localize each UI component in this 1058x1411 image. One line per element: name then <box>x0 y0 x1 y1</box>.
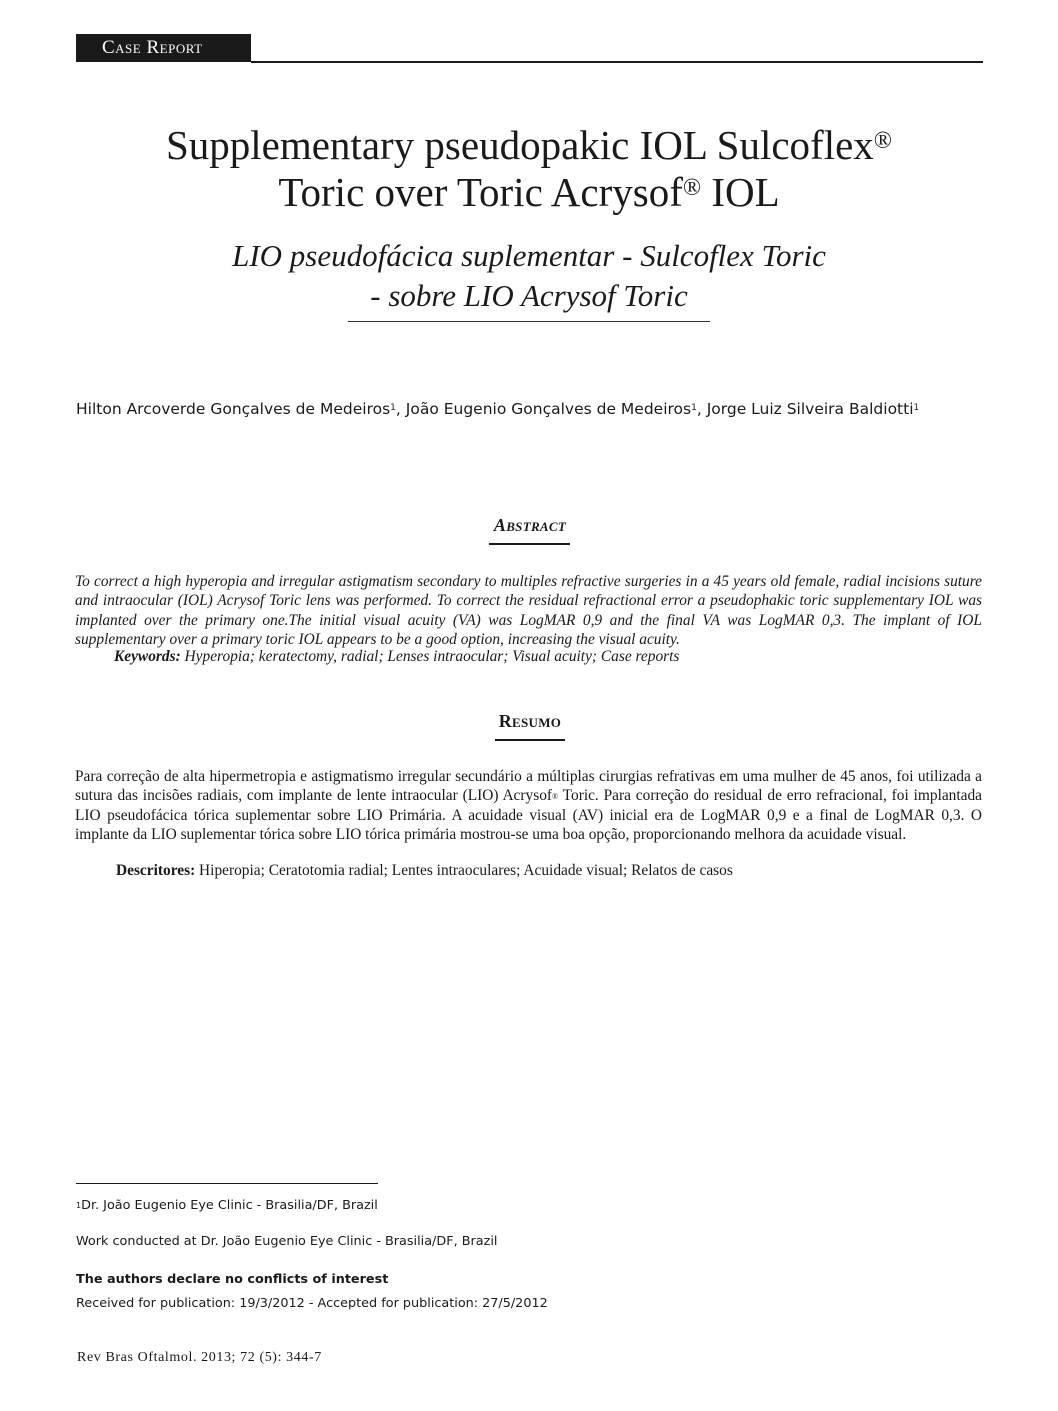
author-affiliation-mark: 1 <box>913 403 920 413</box>
resumo-body-part-2: Toric. Para correção do residual de erro refracional, foi implantada LIO pseudofácica tórica suplementar sobre LIO Primária. A acuidade visual (AV) inicial era de LogMAR 0,9 e a final de LogMAR 0,3. O implante da LIO suplementar tórica sobre LIO tórica primária mostrou-se uma boa opção, proporcionando melhora da acuidade visual. <box>75 787 982 843</box>
keywords-text: Hyperopia; keratectomy, radial; Lenses intraocular; Visual acuity; Case reports <box>180 648 680 665</box>
abstract-body: To correct a high hyperopia and irregular astigmatism secondary to multiples refractive surgeries in a 45 years old female, radial incisions suture and intraocular (IOL) Acrysof Toric lens was performed. To correct the residual refractional error a pseudophakic toric supplementary IOL was implanted over the primary one.The initial visual acuity (VA) was LogMAR 0,9 and the final VA was LogMAR 0,3. The implant of IOL supplementary over a primary toric IOL appears to be a good option, increasing the visual acuity. <box>75 573 982 648</box>
title-line-1-text: Supplementary pseudopakic IOL Sulcoflex <box>165 122 874 168</box>
author-list <box>76 398 986 420</box>
article-title-portuguese <box>120 236 938 316</box>
resumo-body <box>75 767 982 844</box>
descritores-text: Hiperopia; Ceratotomia radial; Lentes intraoculares; Acuidade visual; Relatos de casos <box>195 862 733 879</box>
abstract-heading-rule <box>489 543 570 545</box>
title-line-1 <box>80 122 978 169</box>
title-line-2-text-b: IOL <box>701 169 780 215</box>
author-separator: , <box>395 400 406 418</box>
author-name: Jorge Luiz Silveira Baldiotti <box>706 400 914 418</box>
resumo-heading-rule <box>495 739 565 741</box>
keywords-label: Keywords: <box>114 648 181 665</box>
resumo-heading: Resumo <box>498 711 562 731</box>
footnote-rule <box>76 1183 378 1184</box>
author-affiliation-mark: 1 <box>691 403 697 413</box>
author-separator: , <box>696 400 707 418</box>
abstract-keywords <box>114 647 982 666</box>
header-rule <box>251 61 983 63</box>
title-rule <box>348 321 710 322</box>
descritores-label: Descritores: <box>116 862 196 879</box>
registered-mark: ® <box>873 128 893 154</box>
title-line-2-text-a: Toric over Toric Acrysof <box>278 169 683 215</box>
title-line-2 <box>80 169 978 216</box>
footnote-conflict-statement: The authors declare no conflicts of interest <box>76 1272 389 1287</box>
journal-citation: Rev Bras Oftalmol. 2013; 72 (5): 344-7 <box>77 1350 322 1365</box>
footnote-work-location: Work conducted at Dr. João Eugenio Eye Clinic - Brasilia/DF, Brazil <box>76 1234 498 1249</box>
title-pt-line-2: - sobre LIO Acrysof Toric <box>370 278 688 313</box>
footnote-affiliation <box>76 1198 378 1214</box>
affiliation-text: Dr. João Eugenio Eye Clinic - Brasilia/DF, Brazil <box>81 1198 378 1213</box>
author-affiliation-mark: 1 <box>390 403 396 413</box>
registered-mark: ® <box>682 175 702 201</box>
resumo-keywords <box>116 861 982 880</box>
abstract-heading: Abstract <box>493 515 567 535</box>
resumo-body-part-1: Para correção de alta hipermetropia e astigmatismo irregular secundário a múltiplas cirurgias refrativas em uma mulher de 45 anos, foi utilizada a sutura das incisões radiais, com implante de lente intraocular (LIO) Acrysof <box>75 768 982 805</box>
author-name: Hilton Arcoverde Gonçalves de Medeiros <box>76 400 391 418</box>
title-pt-line-1: LIO pseudofácica suplementar - Sulcoflex Toric <box>232 238 826 273</box>
footnote-publication-dates: Received for publication: 19/3/2012 - Accepted for publication: 27/5/2012 <box>76 1296 548 1311</box>
article-title <box>80 122 978 216</box>
author-name: João Eugenio Gonçalves de Medeiros <box>405 400 692 418</box>
registered-mark: ® <box>552 792 559 802</box>
section-label: Case Report <box>76 34 251 62</box>
affiliation-mark: 1 <box>76 1201 82 1210</box>
